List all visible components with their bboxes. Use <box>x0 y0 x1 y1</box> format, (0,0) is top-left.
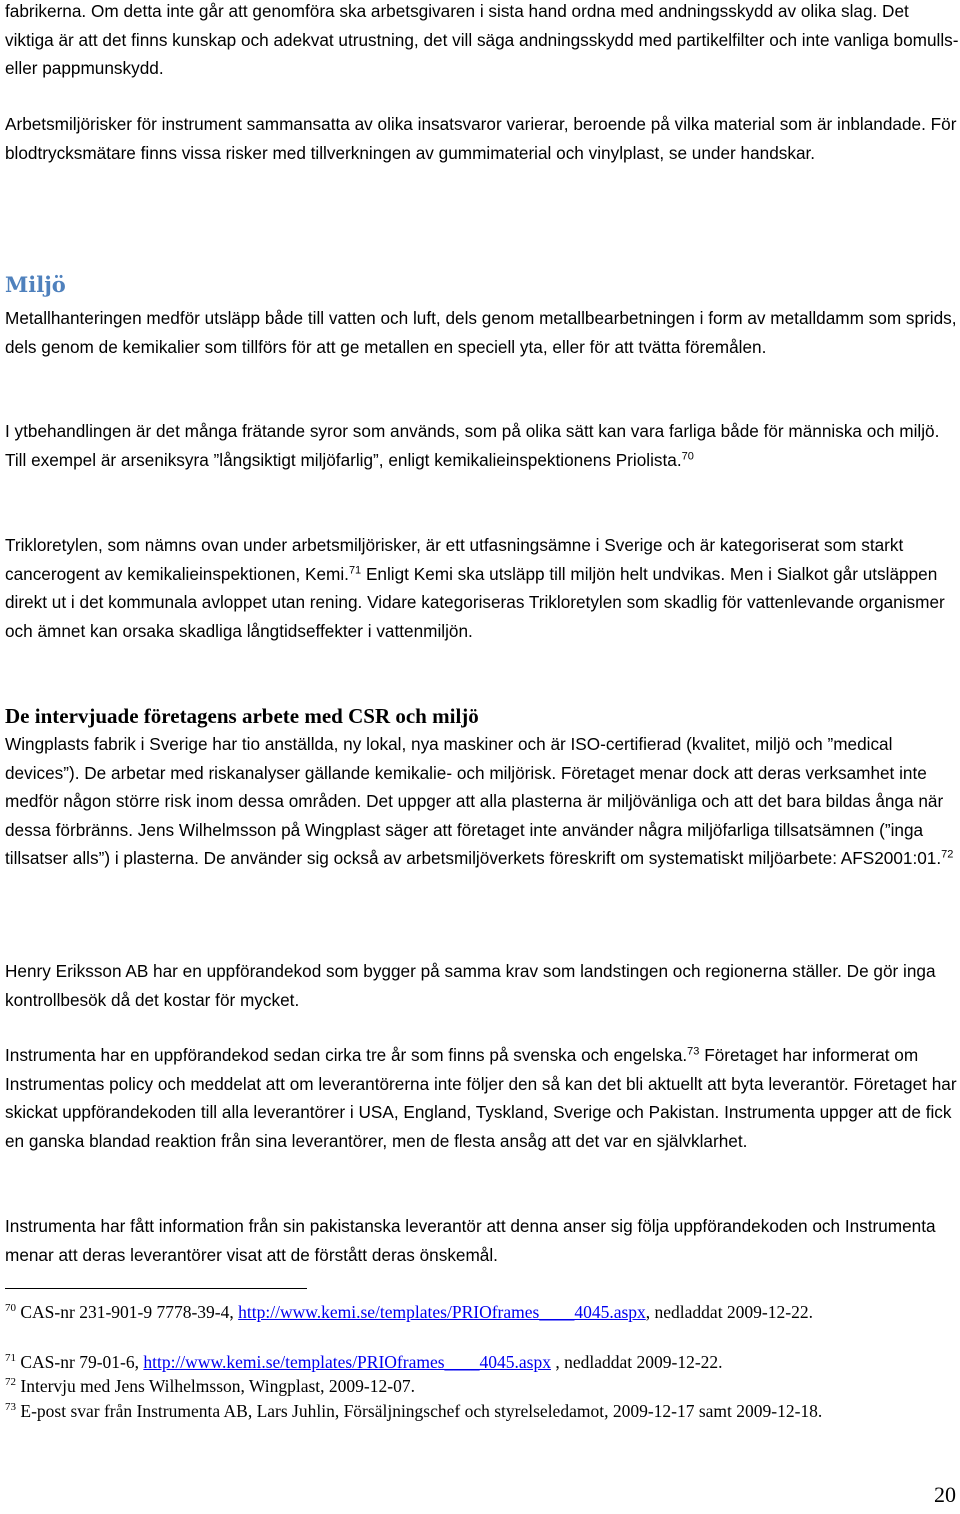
paragraph-wingplast-text: Wingplasts fabrik i Sverige har tio anställda, ny lokal, nya maskiner och är ISO-certifierad (kvalitet, miljö och ”medical devices”). De arbetar med riskanalyser gällande kemikalie- och miljörisk. Företaget menar dock att deras verksamhet inte medför någon större risk inom dessa områden. Det uppger att alla plasterna är miljövänliga och att det bara bildas ånga när dessa förbränns. Jens Wilhelmsson på Wingplast säger att företaget inte använder några miljöfarliga tillsatsämnen (”inga tillsatser alls”) i plasterna. De använder sig också av arbetsmiljöverkets föreskrift om systematiskt miljöarbete: AFS2001:01. <box>5 734 944 868</box>
footnote-71 <box>5 1350 950 1374</box>
paragraph-henry-eriksson <box>5 957 960 1014</box>
paragraph-metallhantering <box>5 304 960 361</box>
footnote-ref-70[interactable]: 70 <box>681 449 694 462</box>
footnote-70-text: CAS-nr 231-901-9 7778-39-4, <box>16 1302 239 1322</box>
footnote-73 <box>5 1399 950 1423</box>
footnote-number-72: 72 <box>5 1376 16 1389</box>
footnote-number-73: 73 <box>5 1401 16 1414</box>
footnote-separator <box>5 1288 307 1289</box>
paragraph-metallhantering-text: Metallhanteringen medför utsläpp både till vatten och luft, dels genom metallbearbetningen i form av metalldamm som sprids, dels genom de kemikalier som tillförs för att ge metallen en speciell yta, eller för att tvätta föremålen. <box>5 308 957 357</box>
footnote-number-70: 70 <box>5 1302 16 1315</box>
paragraph-ytbehandling <box>5 417 960 474</box>
paragraph-trikloretylen-text-a: Trikloretylen, som nämns ovan under arbetsmiljörisker, är ett utfasningsämne i Sverige och är kategoriserat som starkt cancerogent av kemikalieinspektionen, Kemi. <box>5 535 904 584</box>
heading-csr-miljo: De intervjuade företagens arbete med CSR och miljö <box>5 704 479 728</box>
paragraph-instrument-risks <box>5 110 960 167</box>
paragraph-henry-eriksson-text: Henry Eriksson AB har en uppförandekod som bygger på samma krav som landstingen och regionerna ställer. De gör inga kontrollbesök då det kostar för mycket. <box>5 961 936 1010</box>
paragraph-wingplast <box>5 730 960 873</box>
heading-miljo: Miljö <box>5 272 66 297</box>
footnote-number-71: 71 <box>5 1352 16 1365</box>
footnote-73-text: E-post svar från Instrumenta AB, Lars Juhlin, Försäljningschef och styrelseledamot, 2009-12-17 samt 2009-12-18. <box>16 1401 823 1421</box>
paragraph-pakistan-supplier <box>5 1212 960 1269</box>
footnote-72 <box>5 1374 950 1398</box>
paragraph-intro-text: fabrikerna. Om detta inte går att genomföra ska arbetsgivaren i sista hand ordna med andningsskydd av olika slag. Det viktiga är att det finns kunskap och adekvat utrustning, det vill säga andningsskydd med partikelfilter och inte vanliga bomulls- eller pappmunskydd. <box>5 1 959 78</box>
paragraph-intro <box>5 0 960 83</box>
footnote-71-date: , nedladdat 2009-12-22. <box>551 1352 723 1372</box>
footnote-72-text: Intervju med Jens Wilhelmsson, Wingplast, 2009-12-07. <box>16 1376 415 1396</box>
paragraph-pakistan-supplier-text: Instrumenta har fått information från sin pakistanska leverantör att denna anser sig följa uppförandekoden och Instrumenta menar att deras leverantörer visat att de förstått deras önskemål. <box>5 1216 936 1265</box>
footnote-71-link[interactable]: http://www.kemi.se/templates/PRIOframes____4045.aspx <box>143 1352 551 1372</box>
paragraph-instrumenta-text-a: Instrumenta har en uppförandekod sedan cirka tre år som finns på svenska och engelska. <box>5 1045 688 1065</box>
footnote-70 <box>5 1300 950 1324</box>
paragraph-trikloretylen-text-b: Enligt Kemi ska utsläpp till miljön helt undvikas. Men i Sialkot går utsläppen direkt ut i det kommunala avloppet utan rening. Vidare kategoriseras Trikloretylen som skadlig för vattenlevande organismer och ämnet kan orsaka skadliga långtidseffekter i vattenmiljön. <box>5 563 945 641</box>
paragraph-ytbehandling-text: I ytbehandlingen är det många frätande syror som används, som på olika sätt kan vara farliga både för människa och miljö. Till exempel är arseniksyra ”långsiktigt miljöfarlig”, enligt kemikalieinspektionens Priolista. <box>5 421 940 470</box>
footnote-70-date: , nedladdat 2009-12-22. <box>645 1302 813 1322</box>
footnote-ref-71[interactable]: 71 <box>348 563 362 576</box>
footnote-70-link[interactable]: http://www.kemi.se/templates/PRIOframes____4045.aspx <box>238 1302 646 1322</box>
footnote-ref-73[interactable]: 73 <box>687 1045 700 1058</box>
paragraph-instrumenta <box>5 1041 960 1155</box>
page-number: 20 <box>934 1482 956 1507</box>
paragraph-trikloretylen <box>5 531 960 645</box>
paragraph-instrumenta-text-b: Företaget har informerat om Instrumentas policy och meddelat att om leverantörerna inte följer den så kan det bli aktuellt att byta leverantör. Företaget har skickat uppförandekoden till alla leverantörer i USA, England, Tyskland, Sverige och Pakistan. Instrumenta uppger att de fick en ganska blandad reaktion från sina leverantörer, men de flesta ansåg att det var en självklarhet. <box>5 1045 957 1151</box>
footnote-ref-72[interactable]: 72 <box>941 848 954 861</box>
footnote-71-text: CAS-nr 79-01-6, <box>16 1352 144 1372</box>
paragraph-instrument-risks-text: Arbetsmiljörisker för instrument sammansatta av olika insatsvaror varierar, beroende på vilka material som är inblandade. För blodtrycksmätare finns vissa risker med tillverkningen av gummimaterial och vinylplast, se under handskar. <box>5 114 957 163</box>
